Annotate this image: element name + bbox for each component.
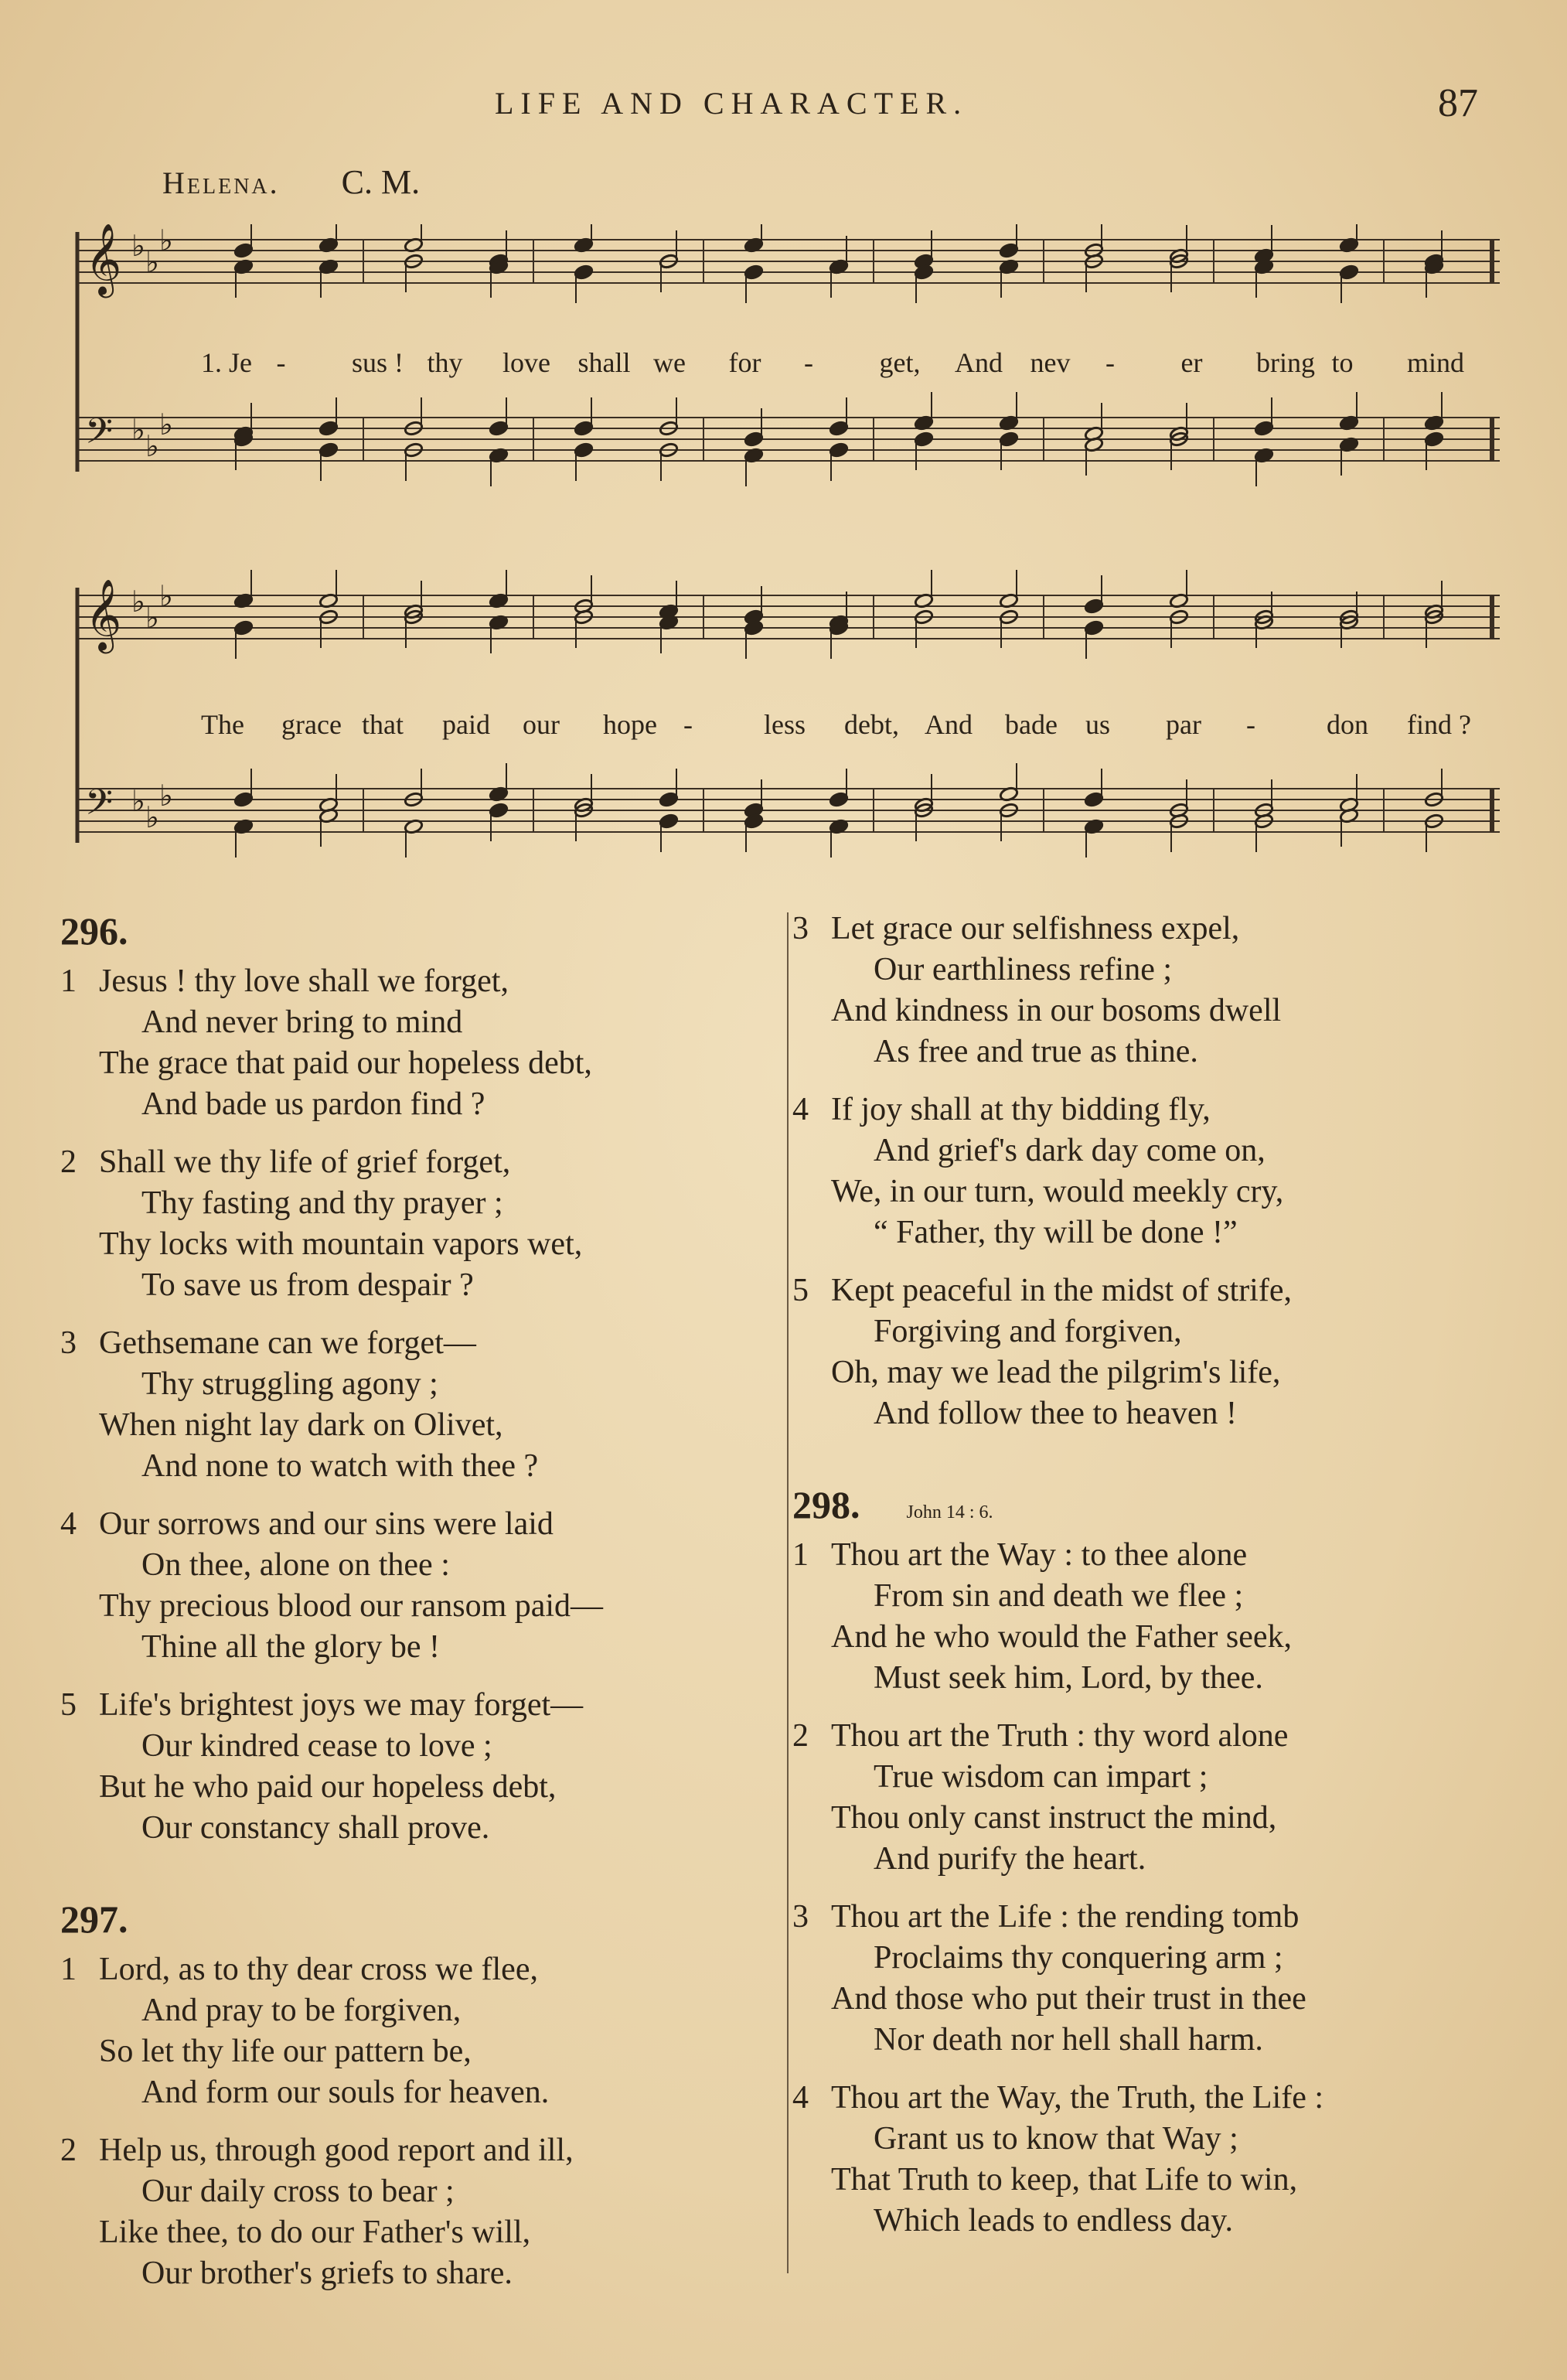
- verse-line-text: Thou art the Way : to thee alone: [831, 1537, 1248, 1573]
- lyric-syllable: love: [502, 347, 550, 378]
- verse-line-text: Life's brightest joys we may forget—: [99, 1687, 584, 1723]
- verse-line: [60, 1627, 764, 1668]
- verse-line: [60, 1808, 764, 1849]
- verse-line: [60, 1043, 764, 1084]
- verse-line-text: And those who put their trust in thee: [831, 1981, 1306, 2017]
- running-title: LIFE AND CHARACTER.: [495, 86, 969, 121]
- verse-line-text: Jesus ! thy love shall we forget,: [99, 963, 509, 999]
- verse-line-text: Our constancy shall prove.: [141, 1810, 490, 1846]
- verse-line-text: Which leads to endless day.: [874, 2203, 1233, 2238]
- verse-line-text: Shall we thy life of grief forget,: [99, 1144, 511, 1180]
- verse-line: [792, 1798, 1519, 1839]
- verse-line-text: And never bring to mind: [141, 1004, 463, 1040]
- left-column: [60, 909, 764, 2311]
- verse-line-text: Forgiving and forgiven,: [874, 1314, 1182, 1349]
- verse-line: [60, 1949, 764, 1990]
- hymn-number-text: 297.: [60, 1898, 128, 1941]
- lyric-syllable: bade: [1005, 709, 1058, 740]
- verse-line: [792, 1270, 1519, 1311]
- lyric-syllable: er: [1180, 347, 1203, 378]
- note-head: [233, 243, 253, 259]
- verse-line-text: Let grace our selfishness expel,: [831, 911, 1240, 946]
- verse-line: [60, 1545, 764, 1586]
- verse-line: [792, 950, 1519, 991]
- verse-line-text: True wisdom can impart ;: [874, 1759, 1208, 1795]
- note-head: [574, 421, 593, 437]
- stanza: [792, 1897, 1519, 2061]
- page-number: 87: [1438, 81, 1478, 125]
- flat-icon: ♭: [159, 224, 173, 257]
- lyric-syllable: 1. Je: [201, 347, 252, 378]
- verse-line-text: And none to watch with thee ?: [141, 1448, 539, 1484]
- verse-line-text: If joy shall at thy bidding fly,: [831, 1092, 1211, 1127]
- stanza-number: 1: [60, 963, 77, 999]
- note-head: [1424, 431, 1443, 448]
- note-head: [233, 792, 253, 808]
- stanza-number: 3: [60, 1325, 77, 1361]
- lyric-syllable: bring: [1256, 347, 1315, 378]
- verse-line-text: Nor death nor hell shall harm.: [874, 2022, 1263, 2058]
- stanza: [60, 1685, 764, 1849]
- stanza: [60, 1142, 764, 1306]
- stanza: [60, 961, 764, 1125]
- verse-line: [792, 2020, 1519, 2061]
- verse-line-text: Our sorrows and our sins were laid: [99, 1506, 554, 1542]
- note-head: [914, 431, 933, 448]
- verse-line-text: Thine all the glory be !: [141, 1629, 441, 1665]
- verse-line-text: And purify the heart.: [874, 1841, 1146, 1877]
- verse-line-text: Our daily cross to bear ;: [141, 2174, 455, 2209]
- lyric-syllable: -: [1246, 709, 1255, 740]
- lyric-syllable: -: [1105, 347, 1115, 378]
- note-head: [744, 431, 763, 448]
- verse-line: [792, 1979, 1519, 2020]
- lyric-syllable: mind: [1407, 347, 1465, 378]
- verse-line-text: Our earthliness refine ;: [874, 952, 1173, 987]
- verse-line-text: On thee, alone on thee :: [141, 1547, 450, 1583]
- verse-line: [60, 1084, 764, 1125]
- verse-line: [60, 2253, 764, 2294]
- verse-line: [792, 1393, 1519, 1434]
- verse-line-text: Thy locks with mountain vapors wet,: [99, 1226, 583, 1262]
- flat-icon: ♭: [131, 585, 145, 619]
- flat-icon: ♭: [131, 413, 145, 447]
- stanza-number: 1: [60, 1952, 77, 1987]
- stanza-number: 2: [60, 1144, 77, 1180]
- verse-line: [792, 1171, 1519, 1212]
- stanza-number: 3: [792, 1899, 809, 1935]
- stanza: [792, 909, 1519, 1072]
- stanza-number: 4: [792, 1092, 809, 1127]
- stanza-number: 4: [792, 2080, 809, 2116]
- verse-line: [60, 1726, 764, 1767]
- bass-clef-icon: 𝄢: [85, 782, 114, 832]
- verse-line: [792, 1716, 1519, 1757]
- flat-icon: ♭: [131, 784, 145, 818]
- lyric-syllable: And: [955, 347, 1003, 378]
- verse-line: [792, 909, 1519, 950]
- flat-icon: ♭: [131, 229, 145, 263]
- note-head: [574, 442, 593, 459]
- verse-line: [60, 2212, 764, 2253]
- verse-line: [60, 1183, 764, 1224]
- stanza-number: 5: [60, 1687, 77, 1723]
- lyric-syllable: -: [276, 347, 286, 378]
- verse-line: [60, 1142, 764, 1183]
- verse-line-text: Gethsemane can we forget—: [99, 1325, 476, 1361]
- verse-line: [792, 1617, 1519, 1658]
- verse-line: [60, 961, 764, 1002]
- music-system-2: [62, 564, 1507, 881]
- lyric-syllable: sus !: [352, 347, 404, 378]
- treble-clef-icon: 𝄞: [85, 224, 122, 295]
- lyric-syllable: -: [683, 709, 693, 740]
- hymn-number-text: 296.: [60, 909, 128, 953]
- verse-line-text: Grant us to know that Way ;: [874, 2121, 1238, 2157]
- lyric-syllable: to: [1331, 347, 1354, 378]
- stanza: [60, 1323, 764, 1487]
- verse-line: [792, 1839, 1519, 1880]
- lyric-syllable: our: [523, 709, 560, 740]
- verse-line: [792, 2078, 1519, 2119]
- stanza-number: 3: [792, 911, 809, 946]
- verse-line-text: We, in our turn, would meekly cry,: [831, 1174, 1284, 1209]
- stanza-number: 2: [792, 1718, 809, 1754]
- flat-icon: ♭: [145, 601, 159, 635]
- verse-line: [792, 1089, 1519, 1130]
- verse-line-text: When night lay dark on Olivet,: [99, 1407, 503, 1443]
- verse-line: [792, 1535, 1519, 1576]
- verse-line-text: The grace that paid our hopeless debt,: [99, 1045, 592, 1081]
- music-system-1: [62, 224, 1507, 510]
- flat-icon: ♭: [145, 800, 159, 834]
- verse-line: [792, 1897, 1519, 1938]
- flat-icon: ♭: [145, 245, 159, 279]
- note-head: [829, 442, 848, 459]
- verse-line-text: And pray to be forgiven,: [141, 1993, 462, 2028]
- verse-line: [792, 1658, 1519, 1699]
- verse-line-text: And kindness in our bosoms dwell: [831, 993, 1282, 1028]
- verse-line: [792, 1576, 1519, 1617]
- lyric-syllable: we: [653, 347, 686, 378]
- verse-line: [60, 1364, 764, 1405]
- verse-line: [60, 1265, 764, 1306]
- note-head: [1084, 598, 1103, 615]
- verse-line: [792, 1130, 1519, 1171]
- lyric-syllable: nev: [1030, 347, 1071, 378]
- verse-line: [60, 1504, 764, 1545]
- verse-line-text: That Truth to keep, that Life to win,: [831, 2162, 1298, 2198]
- lyric-syllable: hope: [603, 709, 657, 740]
- page-header: [0, 80, 1567, 127]
- verse-line: [792, 1311, 1519, 1352]
- stanza: [792, 1716, 1519, 1880]
- stanza: [60, 1504, 764, 1668]
- verse-line: [60, 1446, 764, 1487]
- verse-line: [792, 2201, 1519, 2242]
- verse-line: [60, 1586, 764, 1627]
- lyric-syllable: get,: [879, 347, 921, 378]
- note-head: [829, 792, 848, 808]
- verse-line: [60, 1002, 764, 1043]
- verse-line-text: Thy struggling agony ;: [141, 1366, 438, 1402]
- verse-line: [60, 1224, 764, 1265]
- note-head: [659, 792, 678, 808]
- note-head: [659, 813, 678, 830]
- stanza: [792, 2078, 1519, 2242]
- tune-heading: [162, 162, 420, 202]
- verse-line-text: And grief's dark day come on,: [874, 1133, 1266, 1168]
- note-head: [829, 421, 848, 437]
- verse-line-text: As free and true as thine.: [874, 1034, 1198, 1069]
- stanza: [792, 1535, 1519, 1699]
- verse-line: [792, 2160, 1519, 2201]
- note-head: [1339, 264, 1358, 281]
- lyric-syllable: us: [1085, 709, 1111, 740]
- verse-line: [792, 1031, 1519, 1072]
- verse-line-text: Thou art the Truth : thy word alone: [831, 1718, 1289, 1754]
- verse-line-text: Thou art the Life : the rending tomb: [831, 1899, 1300, 1935]
- verse-line-text: Lord, as to thy dear cross we flee,: [99, 1952, 538, 1987]
- verse-line-text: Like thee, to do our Father's will,: [99, 2215, 531, 2250]
- verse-line-text: From sin and death we flee ;: [874, 1578, 1244, 1614]
- verse-line-text: And he who would the Father seek,: [831, 1619, 1293, 1655]
- verse-line-text: So let thy life our pattern be,: [99, 2034, 472, 2069]
- verse-line: [792, 1212, 1519, 1253]
- lyric-syllable: don: [1327, 709, 1368, 740]
- flat-icon: ♭: [159, 407, 173, 442]
- lyric-syllable: find ?: [1407, 709, 1471, 740]
- note-head: [489, 421, 508, 437]
- note-head: [744, 264, 763, 281]
- verse-line: [60, 2171, 764, 2212]
- hymn-number: [60, 1897, 764, 1942]
- lyric-syllable: par: [1166, 709, 1201, 740]
- lyric-syllable: -: [804, 347, 813, 378]
- verse-line: [60, 1685, 764, 1726]
- hymn-number: [792, 1482, 1519, 1527]
- stanza-number: 1: [792, 1537, 809, 1573]
- verse-line: [792, 2119, 1519, 2160]
- note-head: [574, 264, 593, 281]
- stanza: [792, 1089, 1519, 1253]
- verse-line-text: “ Father, thy will be done !”: [874, 1215, 1238, 1250]
- lyric-syllable: thy: [427, 347, 463, 378]
- note-head: [489, 803, 508, 819]
- tune-name: Helena.: [162, 165, 280, 200]
- verse-line-text: Our brother's griefs to share.: [141, 2256, 513, 2291]
- stanza-number: 2: [60, 2133, 77, 2168]
- verse-line-text: Thy precious blood our ransom paid—: [99, 1588, 604, 1624]
- verse-line: [792, 1938, 1519, 1979]
- note-head: [1084, 620, 1103, 636]
- note-head: [319, 442, 338, 459]
- verse-line-text: And bade us pardon find ?: [141, 1086, 485, 1122]
- treble-clef-icon: 𝄞: [85, 578, 122, 650]
- lyric-syllable: paid: [442, 709, 490, 740]
- verse-line: [60, 1767, 764, 1808]
- verse-line-text: To save us from despair ?: [141, 1267, 474, 1303]
- lyric-syllable: less: [764, 709, 806, 740]
- verse-line: [792, 991, 1519, 1031]
- bass-clef-icon: 𝄢: [85, 411, 114, 461]
- right-column: [792, 909, 1519, 2259]
- note-head: [999, 243, 1018, 259]
- verse-line-text: Proclaims thy conquering arm ;: [874, 1940, 1283, 1976]
- note-head: [1254, 421, 1273, 437]
- note-head: [319, 421, 338, 437]
- verse-line: [60, 2130, 764, 2171]
- verse-line-text: But he who paid our hopeless debt,: [99, 1769, 557, 1805]
- lyric-syllable: grace: [281, 709, 342, 740]
- verse-line: [60, 1405, 764, 1446]
- hymn-number-text: 298.: [792, 1483, 860, 1526]
- verse-line-text: Thou only canst instruct the mind,: [831, 1800, 1277, 1836]
- lyric-syllable: for: [728, 347, 761, 378]
- lyric-syllable: that: [362, 709, 404, 740]
- verse-line-text: Kept peaceful in the midst of strife,: [831, 1273, 1292, 1308]
- verse-line: [792, 1352, 1519, 1393]
- lyric-syllable: And: [925, 709, 973, 740]
- tune-meter: C. M.: [341, 163, 421, 201]
- verse-line: [792, 1757, 1519, 1798]
- note-head: [999, 431, 1018, 448]
- flat-icon: ♭: [145, 429, 159, 463]
- verse-line-text: Thou art the Way, the Truth, the Life :: [831, 2080, 1324, 2116]
- verse-line-text: And follow thee to heaven !: [874, 1396, 1238, 1431]
- flat-icon: ♭: [159, 779, 173, 813]
- lyric-syllable: debt,: [844, 709, 899, 740]
- verse-line-text: Must seek him, Lord, by thee.: [874, 1660, 1263, 1696]
- stanza: [60, 2130, 764, 2294]
- lyric-syllable: shall: [577, 347, 631, 378]
- verse-line-text: Oh, may we lead the pilgrim's life,: [831, 1355, 1281, 1390]
- stanza: [792, 1270, 1519, 1434]
- note-head: [233, 620, 253, 636]
- note-head: [1084, 792, 1103, 808]
- hymn-number: [60, 909, 764, 953]
- verse-line-text: Our kindred cease to love ;: [141, 1728, 492, 1764]
- lyric-row-1: [62, 346, 1507, 385]
- stanza: [60, 1949, 764, 2113]
- stanza-number: 5: [792, 1273, 809, 1308]
- column-divider: [787, 912, 789, 2273]
- verse-line: [60, 2031, 764, 2072]
- verse-line: [60, 1990, 764, 2031]
- lyric-row-2: [62, 708, 1507, 747]
- verse-line-text: And form our souls for heaven.: [141, 2075, 550, 2110]
- lyric-syllable: The: [201, 709, 244, 740]
- flat-icon: ♭: [159, 579, 173, 613]
- scripture-reference: John 14 : 6.: [906, 1502, 993, 1522]
- verse-line: [60, 2072, 764, 2113]
- verse-line-text: Help us, through good report and ill,: [99, 2133, 574, 2168]
- verse-line: [60, 1323, 764, 1364]
- stanza-number: 4: [60, 1506, 77, 1542]
- verse-line-text: Thy fasting and thy prayer ;: [141, 1185, 503, 1221]
